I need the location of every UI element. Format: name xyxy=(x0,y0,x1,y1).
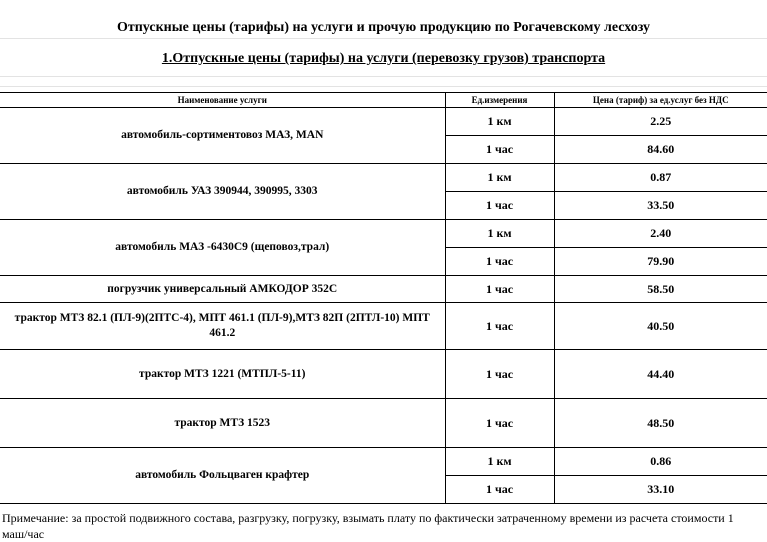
table-row xyxy=(0,276,767,303)
table-row xyxy=(0,350,767,399)
service-name: автомобиль-сортиментовоз МАЗ, MAN xyxy=(0,108,445,164)
price-cell: 79.90 xyxy=(554,248,767,276)
price-cell: 0.86 xyxy=(554,448,767,476)
service-name: автомобиль УАЗ 390944, 390995, 3303 xyxy=(0,164,445,220)
unit-cell: 1 час xyxy=(445,399,554,448)
service-name: автомобиль Фольцваген крафтер xyxy=(0,448,445,504)
unit-cell: 1 час xyxy=(445,276,554,303)
unit-cell: 1 час xyxy=(445,136,554,164)
footnote: Примечание: за простой подвижного состава, разгрузку, погрузку, взымать плату по фактически затраченному времени из расчета стоимости 1 маш/час xyxy=(2,511,734,541)
column-header-price: Цена (тариф) за ед.услуг без НДС xyxy=(554,93,767,108)
unit-cell: 1 час xyxy=(445,248,554,276)
unit-cell: 1 час xyxy=(445,192,554,220)
service-name: трактор МТЗ 1221 (МТПЛ-5-11) xyxy=(0,350,445,399)
table-row xyxy=(0,164,767,192)
table-row xyxy=(0,448,767,476)
price-cell: 2.40 xyxy=(554,220,767,248)
price-cell: 2.25 xyxy=(554,108,767,136)
service-name: трактор МТЗ 82.1 (ПЛ-9)(2ПТС-4), МПТ 461.1 (ПЛ-9),МТЗ 82П (2ПТЛ-10) МПТ 461.2 xyxy=(0,303,445,350)
grid-line xyxy=(0,76,767,77)
service-name: погрузчик универсальный АМКОДОР 352С xyxy=(0,276,445,303)
price-cell: 33.10 xyxy=(554,476,767,504)
unit-cell: 1 км xyxy=(445,164,554,192)
grid-line xyxy=(0,86,767,87)
page-title: Отпускные цены (тарифы) на услуги и прочую продукцию по Рогачевскому лесхозу xyxy=(116,20,651,35)
price-cell: 58.50 xyxy=(554,276,767,303)
unit-cell: 1 км xyxy=(445,108,554,136)
price-cell: 44.40 xyxy=(554,350,767,399)
price-cell: 33.50 xyxy=(554,192,767,220)
table-header-row xyxy=(0,93,767,108)
unit-cell: 1 км xyxy=(445,448,554,476)
table-row xyxy=(0,399,767,448)
unit-cell: 1 час xyxy=(445,303,554,350)
price-cell: 84.60 xyxy=(554,136,767,164)
column-header-unit: Ед.измерения xyxy=(445,93,554,108)
table-row xyxy=(0,303,767,350)
unit-cell: 1 км xyxy=(445,220,554,248)
price-cell: 48.50 xyxy=(554,399,767,448)
unit-cell: 1 час xyxy=(445,350,554,399)
section-title: 1.Отпускные цены (тарифы) на услуги (перевозку грузов) транспорта xyxy=(161,51,606,66)
grid-line xyxy=(0,38,767,39)
table-row xyxy=(0,108,767,136)
column-header-service: Наименование услуги xyxy=(0,93,445,108)
unit-cell: 1 час xyxy=(445,476,554,504)
table-row xyxy=(0,220,767,248)
service-name: трактор МТЗ 1523 xyxy=(0,399,445,448)
service-name: автомобиль МАЗ -6430С9 (щеповоз,трал) xyxy=(0,220,445,276)
price-cell: 40.50 xyxy=(554,303,767,350)
price-table xyxy=(0,92,767,504)
price-cell: 0.87 xyxy=(554,164,767,192)
